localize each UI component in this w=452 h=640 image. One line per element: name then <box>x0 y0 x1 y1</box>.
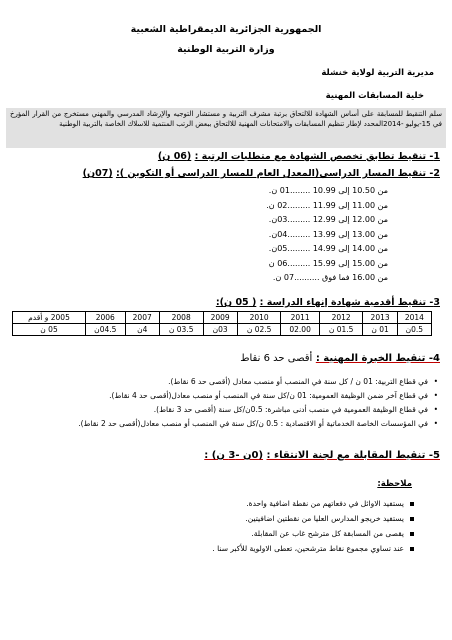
table-cell: 2010 <box>237 312 281 324</box>
square-bullet-icon <box>410 502 414 506</box>
seniority-table <box>12 311 432 336</box>
square-bullet-icon <box>410 532 414 536</box>
bullet-icon: • <box>433 377 438 386</box>
table-cell: 2011 <box>281 312 319 324</box>
table-cell: 02.5 ن <box>237 324 281 336</box>
grade-range-item: من 11.00 إلى 11.99 .........02 ن. <box>266 200 388 210</box>
table-cell: 2006 <box>85 312 125 324</box>
list-item-text: يستفيد خريجو المدارس العليا من نقطتين اضافيتين. <box>245 514 404 523</box>
table-cell: 02.00 <box>281 324 319 336</box>
section-5-points: (0ن -3 ن) : <box>204 450 264 461</box>
list-item-text: يقصى من المسابقة كل مترشح غاب عن المقابلة. <box>251 529 404 538</box>
bullet-icon: • <box>433 391 438 400</box>
table-cell: 2007 <box>125 312 159 324</box>
table-cell: 03.5 ن <box>159 324 203 336</box>
section-2-title: 2- تنقيط المسار الدراسي(المعدل العام للمسار الدراسي أو التكوين ): <box>115 168 440 179</box>
grade-range-item: من 13.00 إلى 13.99 .........04ن. <box>268 229 388 239</box>
section-2-points: (07ن) <box>82 168 113 179</box>
notes-list <box>212 496 414 556</box>
list-item <box>78 417 438 431</box>
table-cell: 2013 <box>363 312 397 324</box>
section-5-title: 5- تنقيط المقابلة مع لجنة الانتقاء : <box>266 450 440 461</box>
list-item-text: في قطاع آخر ضمن الوظيفة العمومية: 01 ن/كل سنة في المنصب أو منصب معادل(أقصى حد 4 نقاط). <box>109 391 428 400</box>
table-cell: 04.5ن <box>85 324 125 336</box>
list-item-text: في قطاع الوظيفة العمومية في منصب أدنى مباشرة: 0.5ن/كل سنة (أقصى حد 3 نقاط). <box>153 405 428 414</box>
section-4-title: 4- تنقيط الخبرة المهنية : <box>315 353 440 364</box>
experience-list <box>78 375 438 431</box>
ministry-header: وزارة التربية الوطنية <box>177 44 275 55</box>
grade-ranges-list <box>266 184 388 286</box>
grade-range-item: من 16.00 فما فوق ..........07 ن. <box>272 273 388 282</box>
section-3-points: ( 05 ن): <box>215 297 257 308</box>
table-cell: 2008 <box>159 312 203 324</box>
bullet-icon: • <box>433 405 438 414</box>
section-4-max: أقصى حد 6 نقاط <box>240 353 313 364</box>
list-item <box>212 511 414 526</box>
table-row-years <box>13 312 432 324</box>
list-item <box>78 375 438 389</box>
table-cell: 01.5 ن <box>319 324 363 336</box>
table-cell: 2014 <box>397 312 431 324</box>
bullet-icon: • <box>433 419 438 428</box>
republic-header: الجمهورية الجزائرية الديمقراطية الشعبية <box>130 24 322 35</box>
intro-paragraph: سلم التنقيط للمسابقة على أساس الشهادة للالتحاق برتبة مشرف التربية و مستشار التوجيه والإرشاد المدرسي والمهني مستخرج من القرار المؤرخ في 15-يوليو -2014المحدد لإطار تنظيم المسابقات والامتحانات المهنية للالتحاق ببعض الرتب المنتمية للاسلاك الخاصة بالتربية الوطنية <box>6 108 446 148</box>
list-item-text: يستفيد الاوائل في دفعاتهم من نقطة اضافية واحدة. <box>246 499 404 508</box>
section-3-heading <box>216 297 440 308</box>
square-bullet-icon <box>410 547 414 551</box>
cell-label: خلية المسابقات المهنية <box>325 91 424 101</box>
grade-range-item: من 15.00 إلى 15.99 .........06 ن <box>268 258 388 268</box>
list-item <box>78 389 438 403</box>
table-cell: 01 ن <box>363 324 397 336</box>
list-item <box>212 526 414 541</box>
list-item-text: في المؤسسات الخاصة الخدماتية أو الاقتصادية : 0.5 ن/كل سنة في المنصب أو منصب معادل(أقصى حد 2 نقاط). <box>78 419 428 428</box>
list-item <box>212 541 414 556</box>
table-cell: 2005 و أقدم <box>13 312 86 324</box>
list-item-text: عند تساوي مجموع نقاط مترشحين، تعطى الاولوية للأكبر سنا . <box>212 544 404 553</box>
table-cell: 2009 <box>203 312 237 324</box>
directorate-label: مديرية التربية لولاية خنشلة <box>321 68 434 78</box>
list-item-text: في قطاع التربية: 01 ن / كل سنة في المنصب أو منصب معادل (أقصى حد 6 نقاط). <box>168 377 428 386</box>
grade-range-item: من 12.00 إلى 12.99 .........03ن. <box>268 215 388 224</box>
table-cell: 05 ن <box>13 324 86 336</box>
section-4-heading <box>240 353 440 364</box>
list-item <box>78 403 438 417</box>
table-cell: 2012 <box>319 312 363 324</box>
section-1-points: (06 ن) <box>157 151 192 162</box>
list-item <box>212 496 414 511</box>
section-3-title: 3- تنقيط أقدمية شهادة إنهاء الدراسة : <box>259 297 440 308</box>
table-cell: 0.5ن <box>397 324 431 336</box>
square-bullet-icon <box>410 517 414 521</box>
section-1-title: 1- تنقيط تطابق تخصص الشهادة مع متطلبات الرتبة : <box>194 151 440 162</box>
notes-title: ملاحظة: <box>377 479 412 489</box>
section-5-heading <box>204 450 440 461</box>
table-row-scores <box>13 324 432 336</box>
grade-range-item: من 10.50 إلى 10.99 ........01 ن. <box>268 186 388 195</box>
section-2-heading <box>83 168 440 179</box>
table-cell: 4ن <box>125 324 159 336</box>
table-cell: 03ن <box>203 324 237 336</box>
section-1-heading <box>158 151 440 162</box>
grade-range-item: من 14.00 إلى 14.99 .........05ن. <box>268 244 388 253</box>
